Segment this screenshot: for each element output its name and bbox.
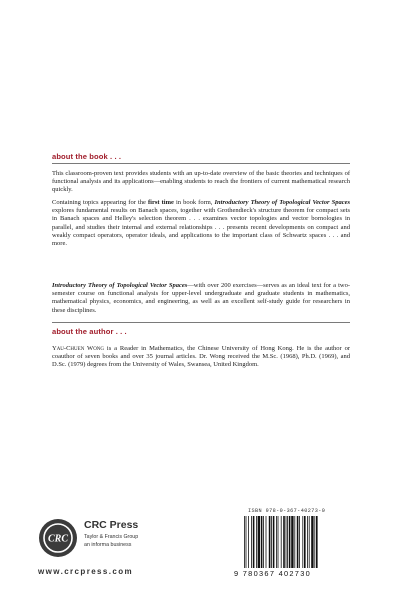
barcode-bar [273,516,275,568]
barcode-bar [294,516,295,568]
barcode-bar [256,516,257,568]
barcode-bar [316,516,318,568]
publisher-group: Taylor & Francis Group [84,534,139,540]
barcode-bar [302,516,303,568]
p2-text-c: in book form, [173,199,215,206]
barcode-icon [240,516,350,572]
barcode-bar [263,516,264,568]
barcode-bar [261,516,263,568]
barcode-bar [304,516,306,568]
barcode-bar [309,516,310,568]
divider [52,322,350,323]
p3-text: —with over 200 exercises—serves as an ideal text for a two-semester course on functional analysis for upper-level undergraduate and graduate students in mathematics, mathematical physics, economics, and engineering, as well as an excellent self-study guide for researchers in these disciplines. [52,282,350,314]
barcode-bar [283,516,285,568]
barcode-bar [307,516,308,568]
about-book-heading: about the book . . . [52,152,122,161]
p2-text-a: Containing topics appearing for the [52,199,148,206]
about-author-paragraph [52,345,350,370]
barcode-bar [291,516,293,568]
barcode-bar [269,516,271,568]
about-book-p1-text: This classroom-proven text provides students with an up-to-date overview of the basic theories and techniques of functional analysis and its applications—enabling students to reach the frontiers of current mathematical research quickly. [52,170,350,194]
p2-text-e: explores fundamental results on Banach spaces, together with Grothendieck's structure theorem for compact sets in Banach spaces and Helley's selection theorem . . . examines vector topologies and vector bornologies in parallel, and studies their internal and external relationships . . . presents recent developments on compact and weakly compact operators, operator ideals, and applications to the important class of Schwartz spaces . . . and more. [52,207,350,248]
barcode-bar [311,516,313,568]
divider [52,163,350,164]
barcode-bar [314,516,315,568]
barcode-bar [289,516,291,568]
barcode-bar [299,516,300,568]
crc-press-logo-icon [38,518,78,558]
barcode-bar [281,516,282,568]
barcode-bar [287,516,288,568]
barcode-bar [297,516,299,568]
author-bio: is a Reader in Mathematics, the Chinese University of Hong Kong. He is the author or coauthor of seven books and over 35 journal articles. Dr. Wong received the M.Sc. (1968), Ph.D. (1969), and D.Sc. (1979) degrees from the University of Wales, Swansea, United Kingdom. [52,345,350,369]
p2-book-title: Introductory Theory of Topological Vector Spaces [214,199,350,206]
barcode-bar [276,516,277,568]
isbn-label: ISBN 978-0-367-40273-0 [248,508,326,514]
barcode-bar [266,516,267,568]
author-name: Yau-Chuen Wong [52,345,105,352]
about-book-paragraph-1 [52,170,350,195]
barcode-bar [286,516,287,568]
about-author-heading: about the author . . . [52,327,127,336]
barcode-digits: 9 780367 402730 [234,569,312,578]
about-book-paragraph-2 [52,199,350,248]
barcode-bar [271,516,272,568]
barcode-bar [253,516,255,568]
barcode-bar [251,516,252,568]
publisher-tagline: an informa business [84,542,132,548]
publisher-website-link[interactable]: www.crcpress.com [38,567,134,576]
barcode-bar [246,516,247,568]
publisher-name: CRC Press [84,519,139,531]
p2-bold-first-time: first time [147,199,174,206]
barcode-bar [244,516,245,568]
p3-book-title: Introductory Theory of Topological Vector Spaces [52,282,188,289]
barcode-bar [248,516,249,568]
barcode-bar [278,516,279,568]
about-book-paragraph-3 [52,282,350,315]
barcode-bar [258,516,260,568]
svg-text:CRC: CRC [47,533,69,545]
